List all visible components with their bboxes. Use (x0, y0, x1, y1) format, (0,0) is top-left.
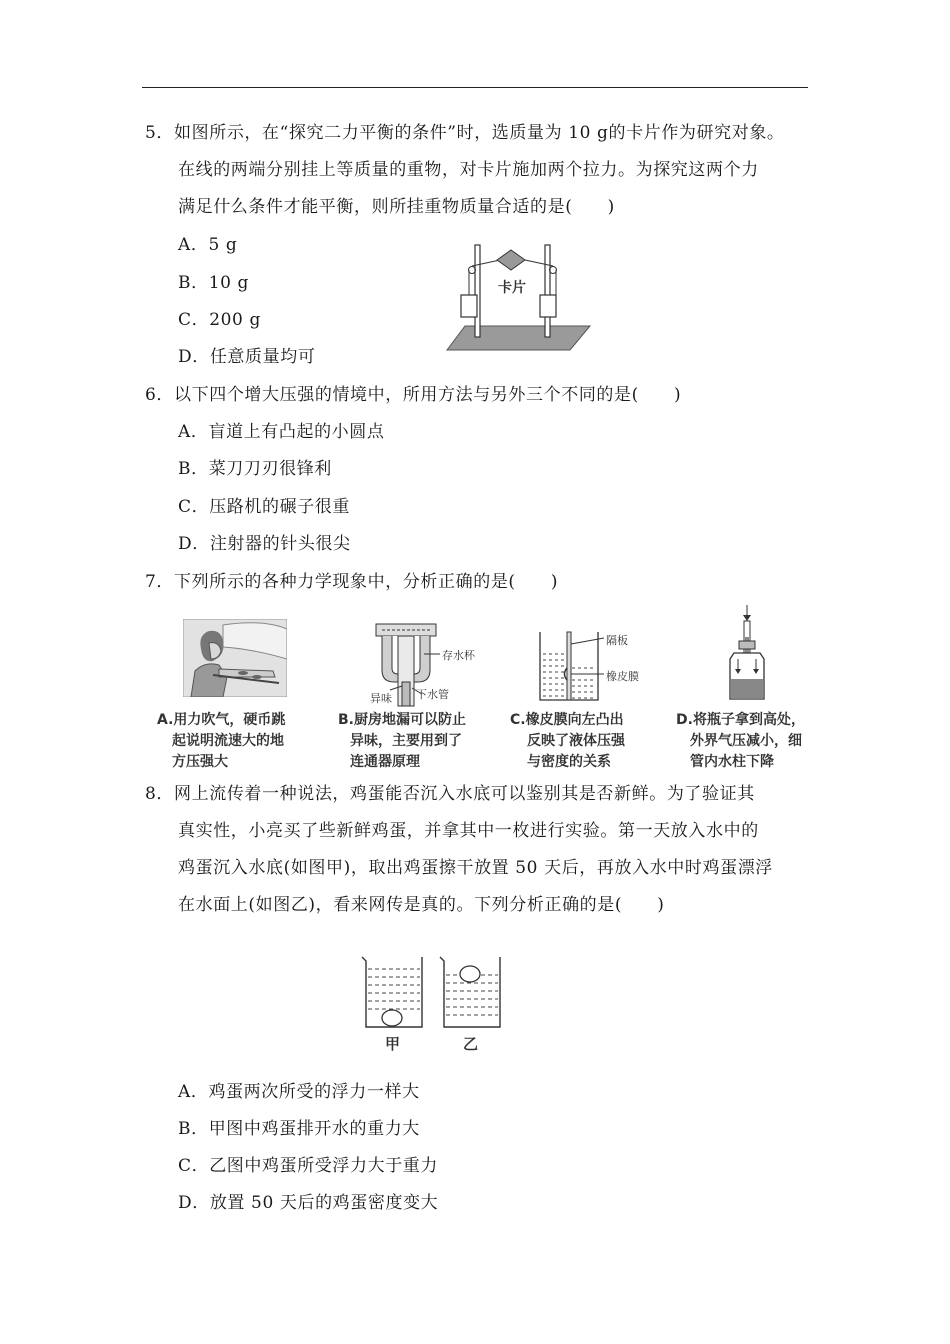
top-rule (142, 87, 808, 88)
q6-option-a: A．盲道上有凸起的小圆点 (178, 422, 385, 442)
q7-caption-d-line3: 管内水柱下降 (690, 754, 774, 770)
q5-option-a: A．5 g (178, 235, 238, 255)
q7-caption-c-line2: 反映了液体压强 (527, 733, 625, 749)
q7-fig-c-membrane-label: 橡皮膜 (606, 670, 639, 683)
q5-card-balance-figure (445, 240, 595, 355)
q7-caption-b-line2: 异味，主要用到了 (350, 733, 462, 749)
q5-stem-line3: 满足什么条件才能平衡，则所挂重物质量合适的是( ) (178, 197, 615, 217)
q7-caption-a-line1: A.用力吹气，硬币跳 (157, 712, 286, 728)
q7-caption-b-line1: B.厨房地漏可以防止 (338, 712, 466, 728)
q8-option-b: B．甲图中鸡蛋排开水的重力大 (178, 1119, 420, 1139)
q7-fig-b-pipe-label: 下水管 (416, 688, 449, 701)
q8-stem-line2: 真实性，小亮买了些新鲜鸡蛋，并拿其中一枚进行实验。第一天放入水中的 (178, 821, 759, 841)
q6-option-d: D．注射器的针头很尖 (178, 534, 351, 554)
q5-option-d: D．任意质量均可 (178, 347, 316, 367)
q5-option-c: C．200 g (178, 310, 261, 330)
q5-card-label: 卡片 (498, 280, 526, 296)
q5-stem-line1: 5．如图所示，在“探究二力平衡的条件”时，选质量为 10 g的卡片作为研究对象。 (145, 123, 785, 143)
q8-label-jia: 甲 (385, 1035, 401, 1053)
q7-caption-a-line2: 起说明流速大的地 (172, 733, 284, 749)
q7-figure-b (368, 620, 488, 708)
q7-caption-c-line3: 与密度的关系 (527, 754, 611, 770)
q7-fig-b-cup-label: 存水杯 (442, 649, 475, 662)
q7-figure-c (538, 630, 658, 705)
q7-caption-b-line3: 连通器原理 (350, 754, 420, 770)
q7-caption-a-line3: 方压强大 (172, 754, 228, 770)
q6-stem: 6．以下四个增大压强的情境中，所用方法与另外三个不同的是( ) (145, 385, 682, 405)
q7-fig-c-partition-label: 隔板 (606, 634, 628, 647)
q5-stem-line2: 在线的两端分别挂上等质量的重物，对卡片施加两个拉力。为探究这两个力 (178, 160, 759, 180)
q6-option-c: C．压路机的碾子很重 (178, 497, 351, 517)
q8-stem-line3: 鸡蛋沉入水底(如图甲)，取出鸡蛋擦干放置 50 天后，再放入水中时鸡蛋漂浮 (178, 858, 773, 878)
q7-caption-d-line2: 外界气压减小，细 (690, 733, 802, 749)
q7-figure-a (183, 619, 287, 697)
q7-caption-d-line1: D.将瓶子拿到高处， (676, 712, 805, 728)
q7-figure-d (722, 603, 772, 701)
beaker-jia (362, 957, 422, 1027)
q8-option-d: D．放置 50 天后的鸡蛋密度变大 (178, 1193, 439, 1213)
q8-label-yi: 乙 (463, 1035, 479, 1053)
q7-fig-b-smell-label: 异味 (370, 692, 392, 705)
q8-egg-figure (360, 955, 510, 1055)
q8-option-c: C．乙图中鸡蛋所受浮力大于重力 (178, 1156, 439, 1176)
q8-stem-line4: 在水面上(如图乙)，看来网传是真的。下列分析正确的是( ) (178, 895, 665, 915)
q5-option-b: B．10 g (178, 273, 250, 293)
q7-stem: 7．下列所示的各种力学现象中，分析正确的是( ) (145, 572, 559, 592)
q8-stem-line1: 8．网上流传着一种说法，鸡蛋能否沉入水底可以鉴别其是否新鲜。为了验证其 (145, 784, 755, 804)
q8-option-a: A．鸡蛋两次所受的浮力一样大 (178, 1082, 420, 1102)
q7-caption-c-line1: C.橡皮膜向左凸出 (510, 712, 624, 728)
beaker-yi (440, 957, 500, 1027)
q6-option-b: B．菜刀刀刃很锋利 (178, 459, 332, 479)
